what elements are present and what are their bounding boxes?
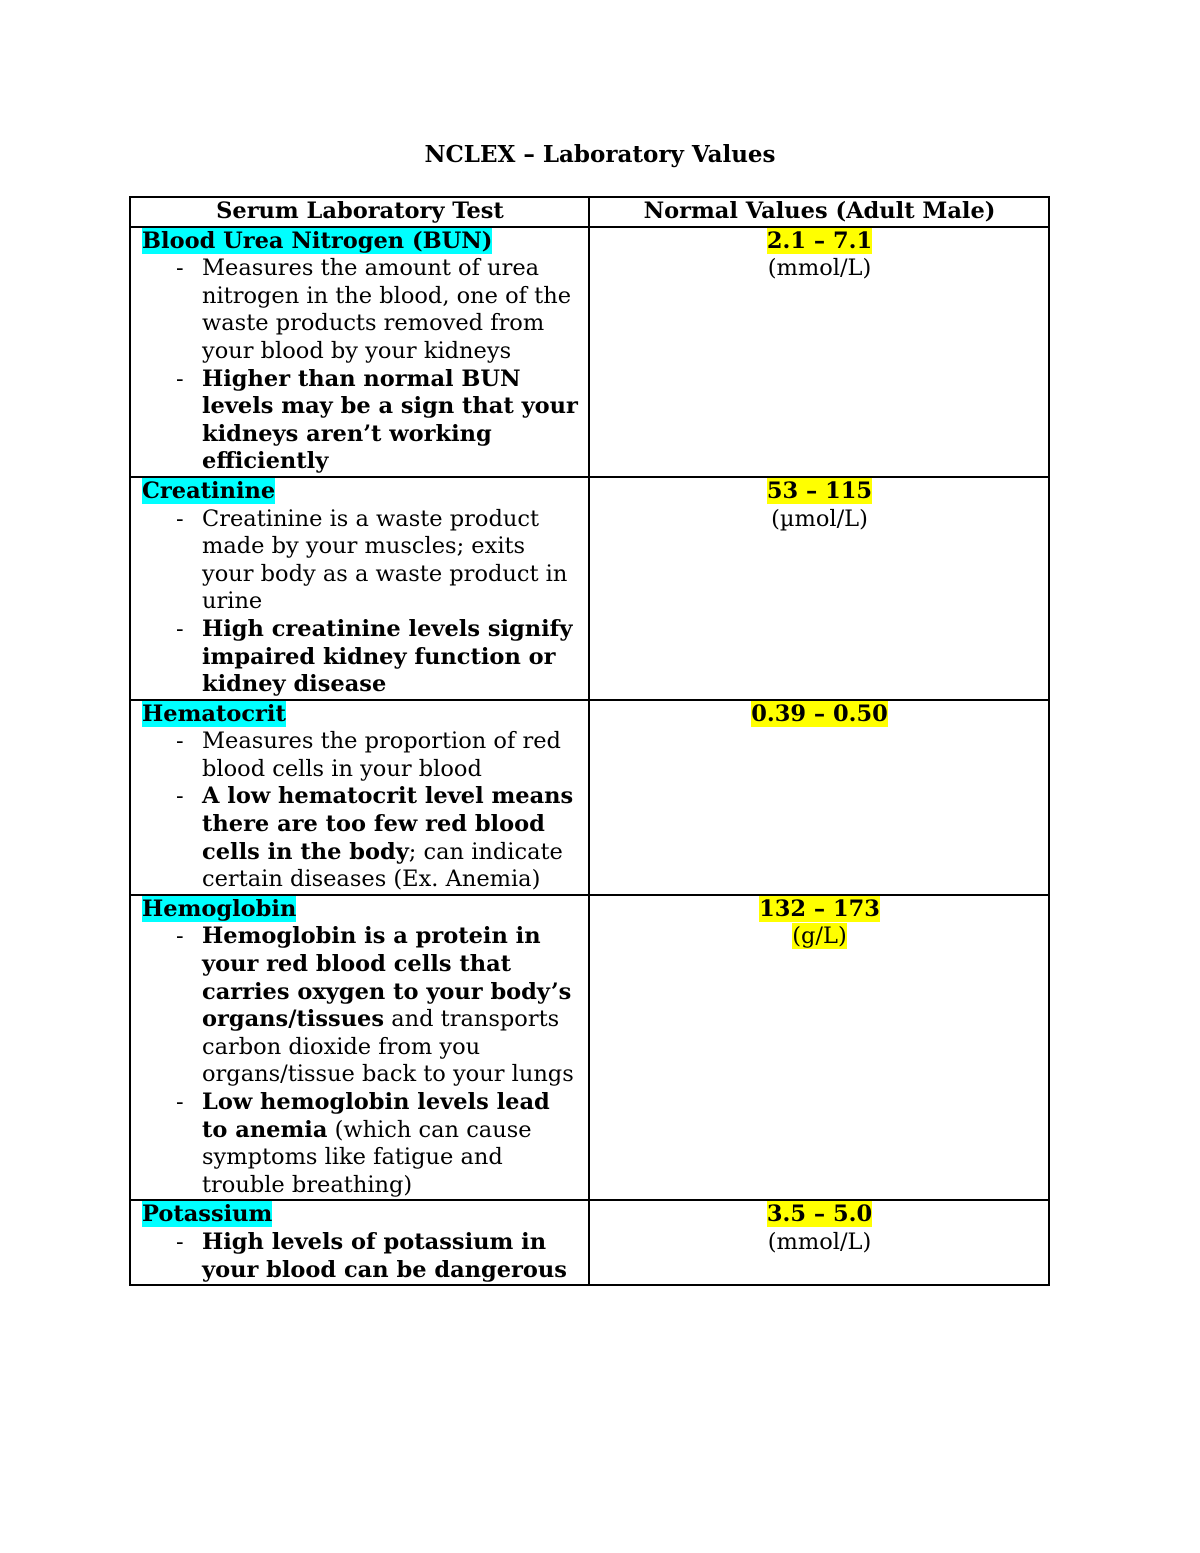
bullet-list [142,506,578,699]
table-row [130,1200,1049,1285]
test-cell [130,895,589,1201]
table-row [130,227,1049,477]
bullet-text: Measures the proportion of red blood cells in your blood [202,728,561,782]
test-name: Creatinine [142,477,276,504]
table-row [130,895,1049,1201]
table-row [130,700,1049,895]
value-cell [589,227,1049,477]
value-range: 53 – 115 [766,477,873,504]
bullet-text: Measures the amount of urea nitrogen in the blood, one of the waste products removed from your blood by your kidneys [202,255,572,364]
bullet-text: ; can indicate certain diseases (Ex. Anemia) [202,838,563,893]
test-cell [130,227,589,477]
list-item [142,616,578,699]
value-range: 3.5 – 5.0 [766,1201,873,1228]
test-name: Hemoglobin [142,895,297,922]
bullet-bold-text: High creatinine levels signify impaired kidney function or kidney disease [202,615,573,698]
list-item [142,506,578,616]
bullet-bold-text: Low hemoglobin levels lead to anemia [202,1089,550,1143]
value-unit: (mmol/L) [767,1228,872,1255]
value-unit: (mmol/L) [767,255,872,282]
list-item [142,1089,578,1199]
test-cell [130,1200,589,1285]
bullet-list [142,1229,578,1284]
value-unit: (µmol/L) [771,505,868,532]
bullet-dash: - [176,505,184,532]
list-item [142,1229,578,1284]
list-item [142,783,578,893]
bullet-dash: - [176,1228,184,1255]
bullet-list [142,923,578,1199]
table-row [130,477,1049,700]
bullet-text: (which can cause symptoms like fatigue and trouble breathing) [202,1116,532,1198]
header-test: Serum Laboratory Test [130,197,589,227]
test-name: Potassium [142,1201,273,1228]
test-name: Hematocrit [142,700,286,727]
bullet-list [142,728,578,894]
list-item [142,728,578,783]
value-cell [589,895,1049,1201]
bullet-dash: - [176,923,184,950]
value-unit: (g/L) [792,923,847,950]
bullet-dash: - [176,255,184,282]
page-title: NCLEX – Laboratory Values [424,141,776,168]
bullet-dash: - [176,1089,184,1115]
test-cell [130,700,589,895]
list-item [142,366,578,476]
value-range: 132 – 173 [759,895,880,922]
bullet-dash: - [176,615,184,642]
list-item [142,923,578,1089]
bullet-bold-text: Higher than normal BUN levels may be a sign that your kidneys aren’t working efficiently [202,365,578,475]
bullet-text: and transports carbon dioxide from you organs/tissue back to your lungs [202,1006,574,1088]
table-header-row [130,197,1049,227]
header-values: Normal Values (Adult Male) [589,197,1049,227]
test-cell [130,477,589,700]
bullet-bold-text: A low hematocrit level means there are too few red blood cells in the body [202,783,574,865]
value-cell [589,1200,1049,1285]
bullet-bold-text: Hemoglobin is a protein in your red blood cells that carries oxygen to your body’s organs/tissues [202,923,572,1033]
bullet-list [142,255,578,476]
test-name: Blood Urea Nitrogen (BUN) [142,227,493,254]
lab-values-table [129,196,1050,1286]
bullet-bold-text: High levels of potassium in your blood can be dangerous [202,1228,567,1283]
value-cell [589,700,1049,895]
value-range: 0.39 – 0.50 [751,700,888,727]
bullet-dash: - [176,365,184,392]
bullet-text: Creatinine is a waste product made by your muscles; exits your body as a waste product in urine [202,505,568,615]
value-cell [589,477,1049,700]
bullet-dash: - [176,783,184,810]
bullet-dash: - [176,728,184,755]
value-range: 2.1 – 7.1 [766,227,873,254]
list-item [142,255,578,365]
